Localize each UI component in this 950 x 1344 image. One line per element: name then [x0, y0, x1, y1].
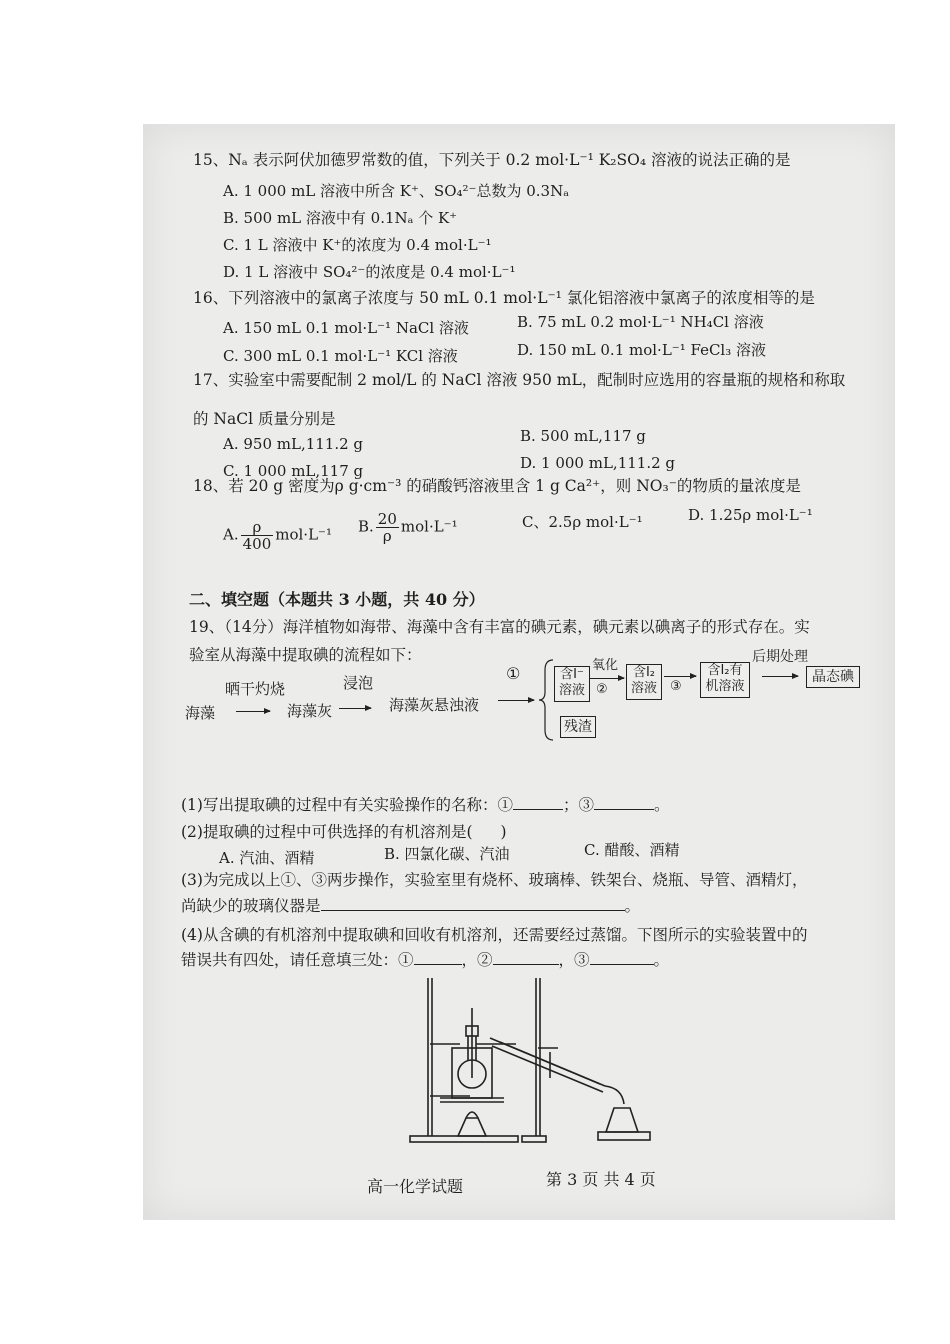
q19-part3-end: 。	[624, 897, 641, 915]
q18-option-a-numerator: ρ	[241, 519, 274, 536]
q19-part2	[181, 822, 507, 842]
flow-box2-line2: 溶液	[630, 681, 657, 696]
q19-part2-option-a: A. 汽油、酒精	[219, 849, 315, 867]
flow-box-iodide-solution	[554, 666, 590, 702]
q19-part2-end: )	[500, 823, 507, 841]
q18-option-a	[223, 519, 332, 552]
flow-step-circle-3: ③	[670, 679, 682, 694]
flow-box1-line1: 含I⁻	[560, 667, 584, 682]
distillation-apparatus-illustration	[400, 968, 680, 1153]
q19-part4-separator1: ，②	[461, 951, 493, 969]
q19-part1-blank2[interactable]	[594, 795, 654, 810]
q19-part1-end: 。	[653, 796, 670, 814]
flow-box-iodine-solution	[626, 664, 662, 700]
flow-brace	[537, 658, 555, 742]
flow-node-suspension: 海藻灰悬浊液	[389, 696, 480, 714]
footer-subject: 高一化学试题	[367, 1177, 464, 1196]
flow-arrow-3	[498, 700, 534, 701]
q19-part2-answer-slot[interactable]	[473, 823, 501, 837]
flow-step-circle-2: ②	[596, 682, 608, 697]
flow-box2-line1: 含I₂	[632, 665, 656, 680]
q18-option-b-fraction	[376, 511, 399, 544]
section2-title: 二、填空题（本题共 3 小题，共 40 分）	[189, 590, 485, 609]
q19-part4-line1: (4)从含碘的有机溶剂中提取碘和回收有机溶剂，还需要经过蒸馏。下图所示的实验装置中的	[181, 926, 808, 944]
q19-part2-option-b: B. 四氯化碳、汽油	[384, 845, 510, 863]
flow-node-seaweed: 海藻	[185, 704, 216, 722]
flow-box3-line1: 含I₂有	[707, 663, 743, 678]
q19-part1-text: (1)写出提取碘的过程中有关实验操作的名称：①	[181, 796, 513, 814]
q17-option-b: B. 500 mL,117 g	[520, 427, 646, 445]
flow-arrow-4	[590, 678, 624, 679]
q18-option-b-denominator: ρ	[382, 527, 392, 545]
q15-option-d: D. 1 L 溶液中 SO₄²⁻的浓度是 0.4 mol·L⁻¹	[223, 263, 516, 281]
flow-oxidize-label: 氧化	[592, 658, 619, 673]
q19-part4-blank3[interactable]	[590, 950, 654, 965]
flow-post-processing-label: 后期处理	[752, 649, 808, 665]
q18-option-b-prefix: B.	[358, 517, 374, 536]
q19-stem-line1: 19、（14分）海洋植物如海带、海藻中含有丰富的碘元素，碘元素以碘离子的形式存在。实	[189, 618, 810, 636]
q16-option-c: C. 300 mL 0.1 mol·L⁻¹ KCl 溶液	[223, 347, 458, 365]
footer-page-number: 第 3 页 共 4 页	[546, 1170, 656, 1189]
q19-part4-blank1[interactable]	[414, 950, 462, 965]
q16-option-b: B. 75 mL 0.2 mol·L⁻¹ NH₄Cl 溶液	[517, 313, 764, 331]
q19-part1	[181, 795, 670, 815]
q19-part2-text: (2)提取碘的过程中可供选择的有机溶剂是(	[181, 823, 473, 841]
q19-part4-end: 。	[653, 951, 670, 969]
q18-option-a-fraction	[241, 519, 274, 552]
flow-node-ash: 海藻灰	[287, 702, 333, 720]
flow-arrow-5	[664, 676, 696, 677]
q17-option-c: C. 1 000 mL,117 g	[223, 462, 364, 480]
q16-option-a: A. 150 mL 0.1 mol·L⁻¹ NaCl 溶液	[223, 319, 469, 337]
q17-option-d: D. 1 000 mL,111.2 g	[520, 454, 676, 472]
q18-option-c: C、2.5ρ mol·L⁻¹	[522, 513, 643, 531]
q16-option-d: D. 150 mL 0.1 mol·L⁻¹ FeCl₃ 溶液	[517, 341, 767, 359]
q18-option-b-numerator: 20	[377, 510, 397, 528]
q18-option-a-prefix: A.	[223, 525, 239, 544]
q15-option-a: A. 1 000 mL 溶液中所含 K⁺、SO₄²⁻总数为 0.3Nₐ	[223, 182, 569, 200]
q18-option-a-denominator: 400	[242, 535, 272, 553]
q15-option-b: B. 500 mL 溶液中有 0.1Nₐ 个 K⁺	[223, 209, 458, 227]
q19-part4-text: 错误共有四处，请任意填三处：①	[181, 951, 414, 969]
q19-part4-blank2[interactable]	[493, 950, 559, 965]
q19-part4-line2	[181, 950, 669, 970]
q17-stem-line2: 的 NaCl 质量分别是	[193, 410, 336, 428]
q19-part1-separator: ；③	[562, 796, 594, 814]
q19-part1-blank1[interactable]	[513, 795, 563, 810]
flow-arrow-1	[236, 711, 270, 712]
q17-stem-line1: 17、实验室中需要配制 2 mol/L 的 NaCl 溶液 950 mL，配制时应选用的容量瓶的规格和称取	[193, 371, 846, 389]
q18-stem: 18、若 20 g 密度为ρ g·cm⁻³ 的硝酸钙溶液里含 1 g Ca²⁺，则 NO₃⁻的物质的量浓度是	[193, 477, 801, 495]
q18-option-b-unit: mol·L⁻¹	[400, 517, 458, 536]
flow-step2-label: 浸泡	[343, 674, 374, 692]
flow-box-residue: 残渣	[560, 716, 596, 738]
q19-part3-text: 尚缺少的玻璃仪器是	[181, 897, 321, 915]
flow-box1-line2: 溶液	[558, 683, 585, 698]
flow-step1-label: 晒干灼烧	[225, 680, 286, 698]
q19-stem-line2: 验室从海藻中提取碘的流程如下：	[189, 646, 422, 664]
q15-option-c: C. 1 L 溶液中 K⁺的浓度为 0.4 mol·L⁻¹	[223, 236, 492, 254]
q15-stem: 15、Nₐ 表示阿伏加德罗常数的值，下列关于 0.2 mol·L⁻¹ K₂SO₄ 溶液的说法正确的是	[193, 151, 791, 169]
flow-box3-line2: 机溶液	[705, 679, 745, 694]
q18-option-b	[358, 511, 458, 544]
q19-part2-option-c: C. 醋酸、酒精	[584, 841, 680, 859]
q18-option-d: D. 1.25ρ mol·L⁻¹	[688, 506, 813, 524]
flow-arrow-6	[762, 676, 798, 677]
flow-box-crystal-iodine: 晶态碘	[806, 666, 860, 688]
q19-part3-line2	[181, 896, 640, 916]
flow-box-organic-solution	[700, 662, 750, 698]
q17-option-a: A. 950 mL,111.2 g	[223, 435, 364, 453]
flow-arrow-2	[339, 708, 371, 709]
q19-part3-line1: (3)为完成以上①、③两步操作，实验室里有烧杯、玻璃棒、铁架台、烧瓶、导管、酒精灯，	[181, 871, 808, 889]
q19-part4-separator2: ，③	[558, 951, 590, 969]
q19-part3-blank[interactable]	[321, 896, 625, 911]
flow-step-circle-1: ①	[506, 664, 521, 683]
q18-option-a-unit: mol·L⁻¹	[275, 525, 332, 544]
q16-stem: 16、下列溶液中的氯离子浓度与 50 mL 0.1 mol·L⁻¹ 氯化铝溶液中氯离子的浓度相等的是	[193, 289, 815, 307]
